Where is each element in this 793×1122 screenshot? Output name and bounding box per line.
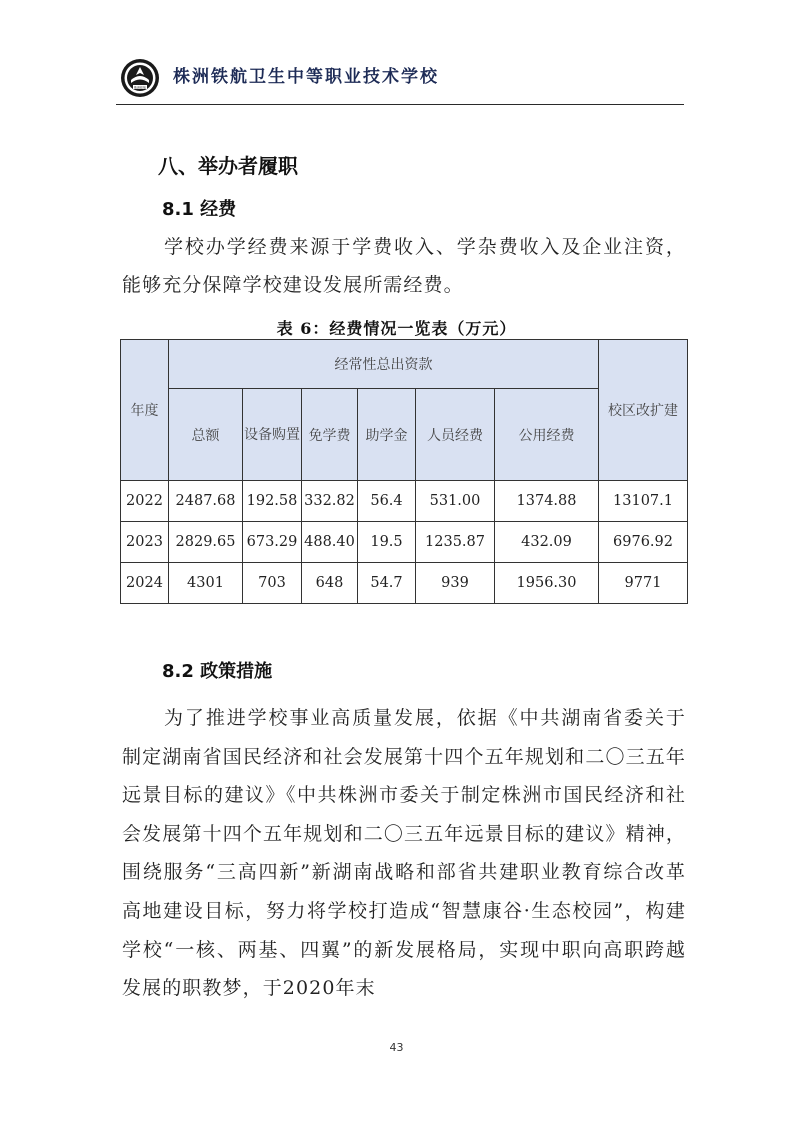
header-recurring-funding: 经常性总出资款 [169,340,599,389]
cell-grant: 19.5 [358,522,416,563]
cell-personnel: 531.00 [416,481,495,522]
subsection-8-1-title: 8.1 经费 [162,199,237,220]
cell-grant: 56.4 [358,481,416,522]
cell-tuition-free: 332.82 [302,481,358,522]
cell-total: 4301 [169,563,243,604]
cell-total: 2487.68 [169,481,243,522]
school-name: 株洲铁航卫生中等职业技术学校 [173,67,439,87]
cell-campus: 9771 [599,563,688,604]
cell-tuition-free: 488.40 [302,522,358,563]
cell-year: 2022 [121,481,169,522]
cell-campus: 13107.1 [599,481,688,522]
cell-year: 2024 [121,563,169,604]
table-caption: 表 6：经费情况一览表（万元） [276,319,517,338]
cell-equipment: 673.29 [243,522,302,563]
cell-equipment: 703 [243,563,302,604]
cell-public: 1956.30 [495,563,599,604]
cell-public: 432.09 [495,522,599,563]
cell-total: 2829.65 [169,522,243,563]
page-number: 43 [389,1041,404,1054]
logo-text: 株洲铁航 [133,85,147,90]
funding-table [120,339,688,604]
funding-paragraph: 学校办学经费来源于学费收入、学杂费收入及企业注资，能够充分保障学校建设发展所需经费。 [122,236,686,296]
cell-tuition-free: 648 [302,563,358,604]
cell-campus: 6976.92 [599,522,688,563]
cell-public: 1374.88 [495,481,599,522]
table-row [121,563,688,604]
header-tuition-free: 免学费 [302,389,358,481]
header-personnel: 人员经费 [416,389,495,481]
policy-paragraph: 为了推进学校事业高质量发展，依据《中共湖南省委关于制定湖南省国民经济和社会发展第十四个五年规划和二〇三五年远景目标的建议》《中共株洲市委关于制定株洲市国民经济和社会发展第十四个五年规划和二〇三五年远景目标的建议》精神，围绕服务“三高四新”新湖南战略和部省共建职业教育综合改革高地建设目标，努力将学校打造成“智慧康谷·生态校园”，构建学校“一核、两基、四翼”的新发展格局，实现中职向高职跨越发展的职教梦，于2020年末 [122,707,686,1000]
header-campus-expansion: 校区改扩建 [599,340,688,481]
header-year: 年度 [121,340,169,481]
header-equipment: 设备购置 [243,389,302,481]
header-total: 总额 [169,389,243,481]
table-row [121,481,688,522]
header-grant: 助学金 [358,389,416,481]
subsection-8-2-title: 8.2 政策措施 [162,661,273,682]
header-public: 公用经费 [495,389,599,481]
header-divider [116,104,684,105]
table-row [121,522,688,563]
school-logo [120,58,160,98]
cell-grant: 54.7 [358,563,416,604]
cell-personnel: 1235.87 [416,522,495,563]
cell-equipment: 192.58 [243,481,302,522]
cell-personnel: 939 [416,563,495,604]
section-title: 八、举办者履职 [158,154,298,178]
cell-year: 2023 [121,522,169,563]
